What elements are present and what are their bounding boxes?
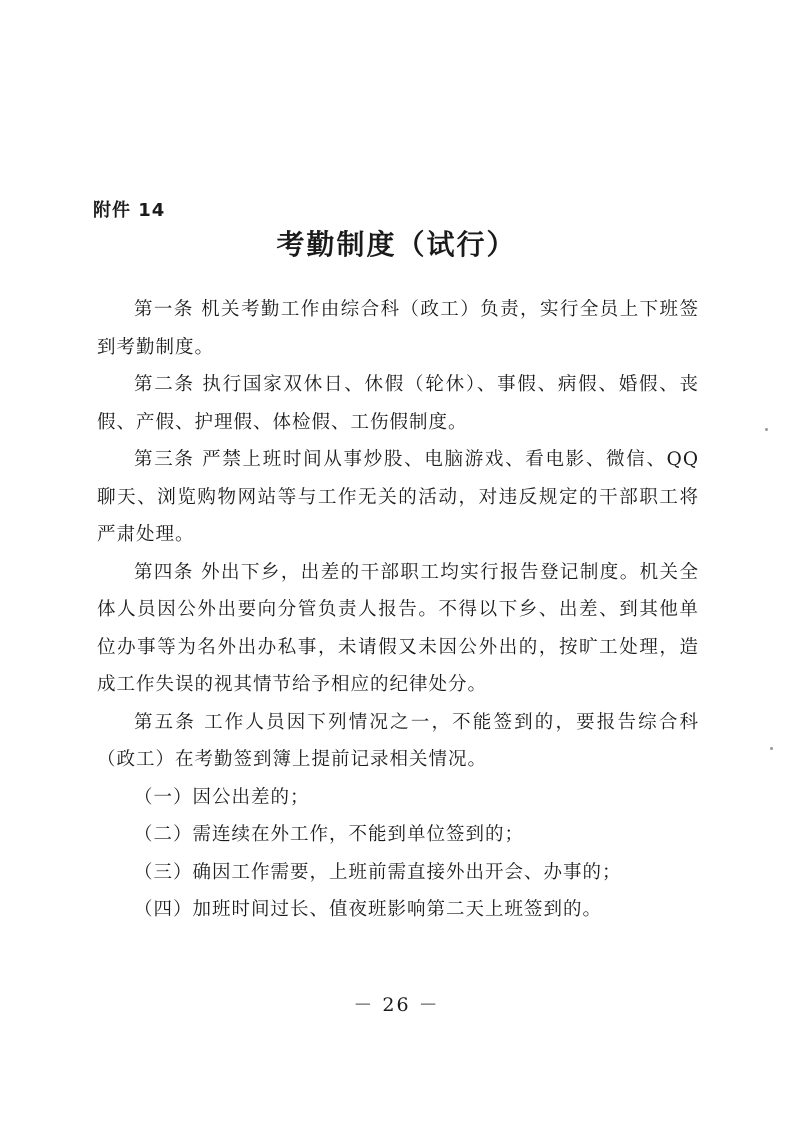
scan-speck <box>770 747 773 750</box>
list-item-4: （四）加班时间过长、值夜班影响第二天上班签到的。 <box>134 899 603 920</box>
article-2: 第二条 执行国家双休日、休假（轮休）、事假、病假、婚假、丧假、产假、护理假、体检假、工伤假制度。 <box>97 374 699 433</box>
list-item-2: （二）需连续在外工作，不能到单位签到的； <box>134 824 525 845</box>
article-3: 第三条 严禁上班时间从事炒股、电脑游戏、看电影、微信、QQ聊天、浏览购物网站等与工作无关的活动，对违反规定的干部职工将严肃处理。 <box>97 449 699 545</box>
document-body <box>97 291 699 929</box>
list-item-1: （一）因公出差的； <box>134 786 310 808</box>
attachment-label: 附件 14 <box>93 200 166 221</box>
list-item-3: （三）确因工作需要，上班前需直接外出开会、办事的； <box>134 861 622 883</box>
article-1: 第一条 机关考勤工作由综合科（政工）负责，实行全员上下班签到考勤制度。 <box>97 299 699 358</box>
article-5: 第五条 工作人员因下列情况之一，不能签到的，要报告综合科（政工）在考勤签到簿上提前记录相关情况。 <box>97 711 699 770</box>
article-4: 第四条 外出下乡，出差的干部职工均实行报告登记制度。机关全体人员因公外出要向分管负责人报告。不得以下乡、出差、到其他单位办事等为名外出办私事，未请假又未因公外出的，按旷工处理，造成工作失误的视其情节给予相应的纪律处分。 <box>97 561 699 695</box>
page-number: － 26 － <box>353 994 440 1016</box>
document-title: 考勤制度（试行） <box>276 228 517 261</box>
scan-speck <box>765 428 768 431</box>
